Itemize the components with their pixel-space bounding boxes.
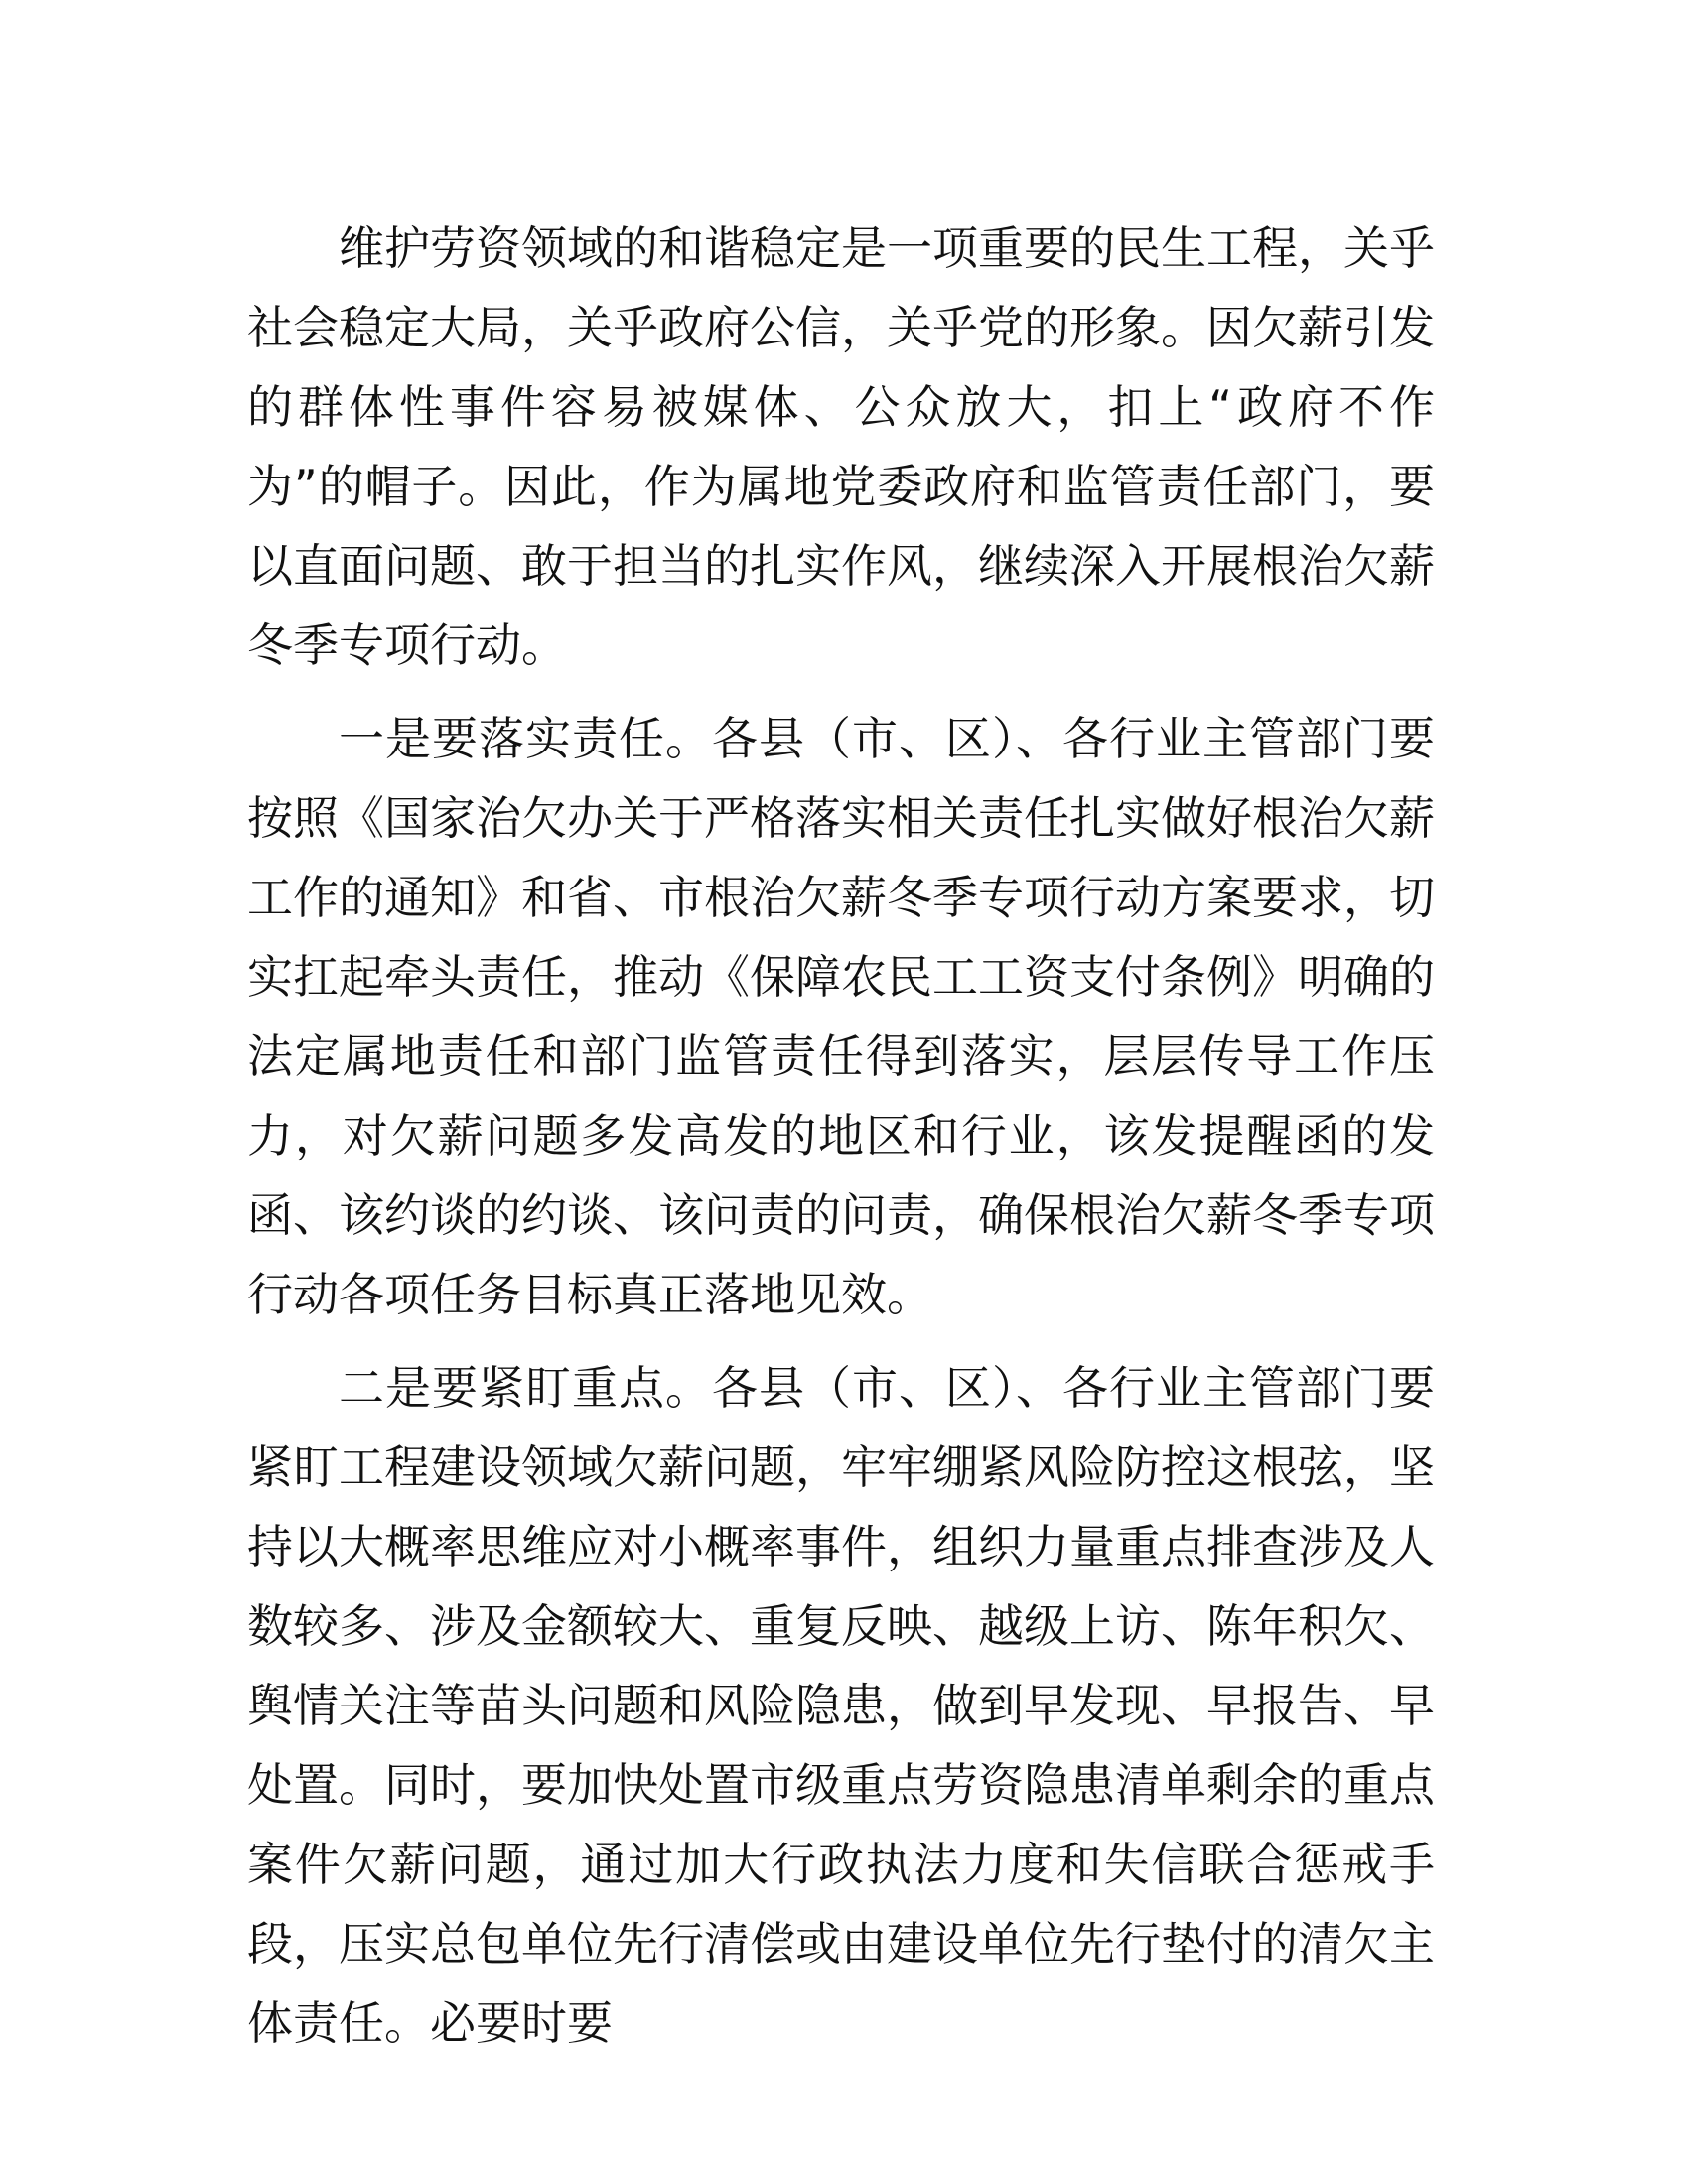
paragraph-responsibility: 一是要落实责任。各县（市、区）、各行业主管部门要按照《国家治欠办关于严格落实相关责任扎实做好根治欠薪工作的通知》和省、市根治欠薪冬季专项行动方案要求，切实扛起牵头责任，推动《保障农民工工资支付条例》明确的法定属地责任和部门监管责任得到落实，层层传导工作压力，对欠薪问题多发高发的地区和行业，该发提醒函的发函、该约谈的约谈、该问责的问责，确保根治欠薪冬季专项行动各项任务目标真正落地见效。 [247,712,1435,1321]
paragraph-key-focus: 二是要紧盯重点。各县（市、区）、各行业主管部门要紧盯工程建设领域欠薪问题，牢牢绷紧风险防控这根弦，坚持以大概率思维应对小概率事件，组织力量重点排查涉及人数较多、涉及金额较大、重复反映、越级上访、陈年积欠、舆情关注等苗头问题和风险隐患，做到早发现、早报告、早处置。同时，要加快处置市级重点劳资隐患清单剩余的重点案件欠薪问题，通过加大行政执法力度和失信联合惩戒手段，压实总包单位先行清偿或由建设单位先行垫付的清欠主体责任。必要时要 [247,1361,1435,2050]
paragraph-intro: 维护劳资领域的和谐稳定是一项重要的民生工程，关乎社会稳定大局，关乎政府公信，关乎党的形象。因欠薪引发的群体性事件容易被媒体、公众放大，扣上“政府不作为”的帽子。因此，作为属地党委政府和监管责任部门，要以直面问题、敢于担当的扎实作风，继续深入开展根治欠薪冬季专项行动。 [247,221,1435,672]
document-body [247,208,1435,2077]
